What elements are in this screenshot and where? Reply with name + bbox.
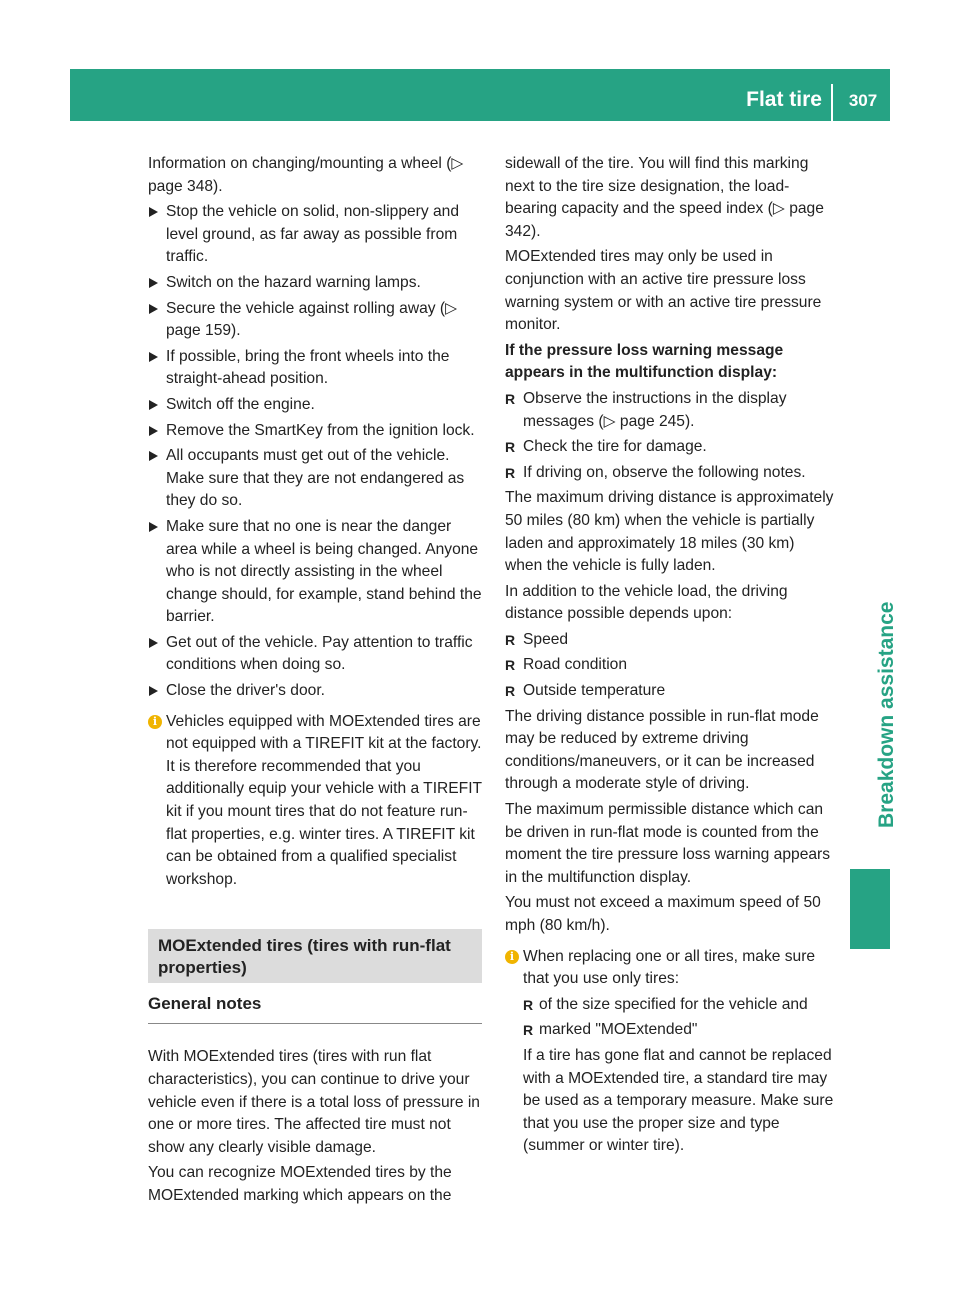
paragraph: MOExtended tires may only be used in conjunction with an active tire pressure loss warning system or with an active tire pressure monitor.: [505, 248, 822, 334]
info-note: [148, 711, 482, 892]
list-item: R of the size specified for the vehicle and: [523, 994, 835, 1017]
step: Secure the vehicle against rolling away (▷ page 159).: [148, 298, 482, 343]
left-column: [148, 153, 482, 1211]
header-divider: [831, 84, 833, 121]
step: Make sure that no one is near the danger area while a wheel is being changed. Anyone who is not directly assisting in the wheel change should, for example, stand behind the barrier.: [148, 516, 482, 629]
paragraph: With MOExtended tires (tires with run flat characteristics), you can continue to drive your vehicle even if there is a total loss of pressure in one or more tires. The affected tire must not show any clearly visible damage.: [148, 1048, 480, 1156]
info-note: [505, 946, 835, 1158]
paragraph: sidewall of the tire. You will find this marking next to the tire size designation, the load-bearing capacity and the speed index (▷ page 342).: [505, 155, 824, 240]
paragraph: The maximum permissible distance which can be driven in run-flat mode is counted from the moment the tire pressure loss warning appears in the multifunction display.: [505, 801, 831, 886]
side-tab-label: Breakdown assistance: [875, 601, 898, 828]
list-item: R If driving on, observe the following notes.: [505, 462, 835, 485]
step: Get out of the vehicle. Pay attention to traffic conditions when doing so.: [148, 632, 482, 677]
intro-text: Information on changing/mounting a wheel (▷ page 348).: [148, 155, 464, 195]
list-item: R Road condition: [505, 654, 835, 677]
list-item: R Check the tire for damage.: [505, 436, 835, 459]
header-bar: [70, 69, 890, 121]
info-note-text: When replacing one or all tires, make sure that you use only tires:: [523, 947, 816, 988]
subheading: General notes: [148, 993, 482, 1024]
side-tab-block: [850, 869, 890, 949]
page-title: Flat tire: [746, 88, 822, 111]
list-item: R marked "MOExtended": [523, 1019, 835, 1042]
info-note-text: Vehicles equipped with MOExtended tires are not equipped with a TIREFIT kit at the factory. It is therefore recommended that you additionally equip your vehicle with a TIREFIT kit if you mount tires that do not feature run-flat properties, e.g. winter tires. A TIREFIT kit can be obtained from a qualified specialist workshop.: [166, 712, 482, 888]
right-column: [505, 153, 835, 1161]
bold-heading: If the pressure loss warning message appears in the multifunction display:: [505, 341, 784, 382]
step: Switch on the hazard warning lamps.: [148, 272, 482, 295]
list-item: R Speed: [505, 629, 835, 652]
step: Stop the vehicle on solid, non-slippery and level ground, as far away as possible from traffic.: [148, 201, 482, 269]
info-icon: i: [505, 950, 519, 964]
step: Remove the SmartKey from the ignition lock.: [148, 420, 482, 443]
info-note-text: If a tire has gone flat and cannot be replaced with a MOExtended tire, a standard tire may be used as a temporary measure. Make sure that you use the proper size and type (summer or winter tire).: [523, 1046, 834, 1155]
list-item: R Outside temperature: [505, 680, 835, 703]
step: All occupants must get out of the vehicle. Make sure that they are not endangered as they do so.: [148, 445, 482, 513]
info-icon: i: [148, 715, 162, 729]
page-number: 307: [848, 91, 878, 110]
paragraph: You must not exceed a maximum speed of 50 mph (80 km/h).: [505, 894, 821, 934]
step: If possible, bring the front wheels into the straight-ahead position.: [148, 346, 482, 391]
list-item: R Observe the instructions in the display messages (▷ page 245).: [505, 388, 835, 433]
step: Close the driver's door.: [148, 680, 482, 703]
section-title: MOExtended tires (tires with run-flat properties): [148, 929, 482, 983]
step: Switch off the engine.: [148, 394, 482, 417]
paragraph: You can recognize MOExtended tires by the MOExtended marking which appears on the: [148, 1164, 452, 1204]
paragraph: The driving distance possible in run-flat mode may be reduced by extreme driving conditions/maneuvers, or it can be increased through a moderate style of driving.: [505, 707, 819, 793]
paragraph: In addition to the vehicle load, the driving distance possible depends upon:: [505, 582, 788, 623]
paragraph: The maximum driving distance is approximately 50 miles (80 km) when the vehicle is partially laden and approximately 18 miles (30 km) when the vehicle is fully laden.: [505, 489, 834, 575]
